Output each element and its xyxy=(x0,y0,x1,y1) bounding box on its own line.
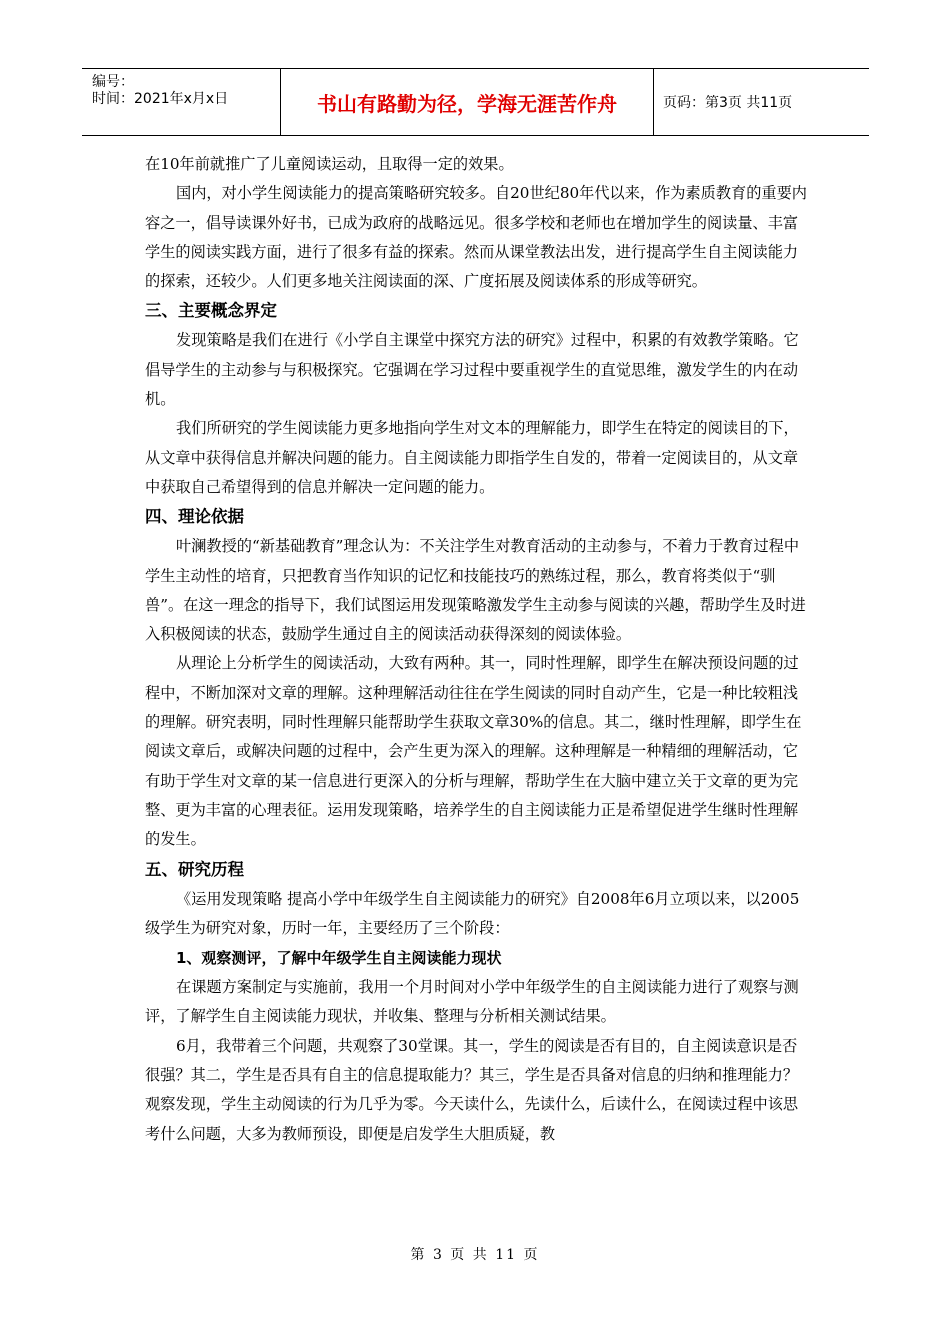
body-paragraph: 从理论上分析学生的阅读活动，大致有两种。其一，同时性理解，即学生在解决预设问题的过程中，不断加深对文章的理解。这种理解活动往往在学生阅读的同时自动产生，它是一种比较粗浅的理解。研究表明，同时性理解只能帮助学生获取文章30%的信息。其二，继时性理解，即学生在阅读文章后，或解决问题的过程中，会产生更为深入的理解。这种理解是一种精细的理解活动，它有助于学生对文章的某一信息进行更深入的分析与理解，帮助学生在大脑中建立关于文章的更为完整、更为丰富的心理表征。运用发现策略，培养学生的自主阅读能力正是希望促进学生继时性理解的发生。 xyxy=(145,654,802,849)
body-paragraph: 在10年前就推广了儿童阅读运动，且取得一定的效果。 xyxy=(145,155,514,173)
section-heading: 五、研究历程 xyxy=(145,859,244,879)
body-paragraph: 《运用发现策略 提高小学中年级学生自主阅读能力的研究》自2008年6月立项以来，以2005级学生为研究对象，历时一年，主要经历了三个阶段： xyxy=(145,889,800,937)
body-paragraph: 在课题方案制定与实施前，我用一个月时间对小学中年级学生的自主阅读能力进行了观察与测评，了解学生自主阅读能力现状，并收集、整理与分析相关测试结果。 xyxy=(145,978,799,1026)
subsection-heading: 1、观察测评，了解中年级学生自主阅读能力现状 xyxy=(176,949,502,968)
body-paragraph: 国内，对小学生阅读能力的提高策略研究较多。自20世纪80年代以来，作为素质教育的重要内容之一，倡导读课外好书，已成为政府的战略远见。很多学校和老师也在增加学生的阅读量、丰富学生的阅读实践方面，进行了很多有益的探索。然而从课堂教法出发，进行提高学生自主阅读能力的探索，还较少。人们更多地关注阅读面的深、广度拓展及阅读体系的形成等研究。 xyxy=(145,184,807,291)
document-body xyxy=(145,150,810,1149)
body-paragraph: 6月，我带着三个问题，共观察了30堂课。其一，学生的阅读是否有目的，自主阅读意识是否很强？其二，学生是否具有自主的信息提取能力？其三，学生是否具备对信息的归纳和推理能力？观察发现，学生主动阅读的行为几乎为零。今天读什么，先读什么，后读什么，在阅读过程中该思考什么问题，大多为教师预设，即便是启发学生大胆质疑，教 xyxy=(145,1036,799,1143)
page-header xyxy=(82,68,869,136)
header-page-info xyxy=(653,69,869,135)
section-heading: 四、理论依据 xyxy=(145,507,244,527)
section-heading: 三、主要概念界定 xyxy=(145,301,277,321)
header-number-label: 编号： xyxy=(92,74,134,90)
body-paragraph: 我们所研究的学生阅读能力更多地指向学生对文本的理解能力，即学生在特定的阅读目的下，从文章中获得信息并解决问题的能力。自主阅读能力即指学生自发的，带着一定阅读目的，从文章中获取自己希望得到的信息并解决一定问题的能力。 xyxy=(145,419,799,496)
header-info xyxy=(82,69,280,135)
header-date-label: 时间：2021年x月x日 xyxy=(92,91,229,107)
body-paragraph: 叶澜教授的“新基础教育”理念认为：不关注学生对教育活动的主动参与，不着力于教育过程中学生主动性的培育，只把教育当作知识的记忆和技能技巧的熟练过程，那么，教育将类似于“驯兽”。在这一理念的指导下，我们试图运用发现策略激发学生主动参与阅读的兴趣，帮助学生及时进入积极阅读的状态，鼓励学生通过自主的阅读活动获得深刻的阅读体验。 xyxy=(145,537,806,644)
body-paragraph: 发现策略是我们在进行《小学自主课堂中探究方法的研究》过程中，积累的有效教学策略。它倡导学生的主动参与与积极探究。它强调在学习过程中要重视学生的直觉思维，激发学生的内在动机。 xyxy=(145,331,799,409)
header-page-label: 页码：第3页 共11页 xyxy=(663,95,793,111)
page-footer: 第 3 页 共 11 页 xyxy=(410,1247,540,1263)
header-motto: 书山有路勤为径，学海无涯苦作舟 xyxy=(280,69,654,135)
